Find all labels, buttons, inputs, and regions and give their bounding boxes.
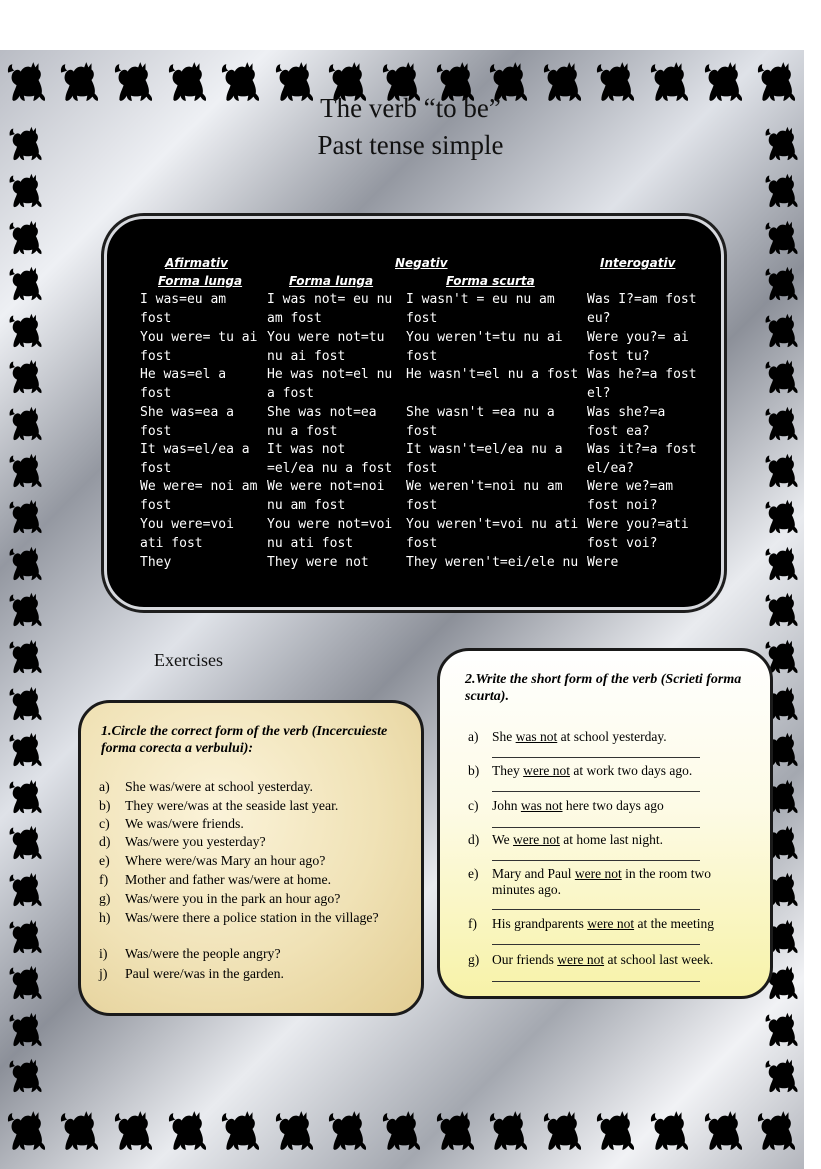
- cat-border-bottom: [0, 1107, 804, 1163]
- cat-decoration-icon: [8, 636, 48, 676]
- answer-line[interactable]: [492, 757, 700, 758]
- cat-decoration-icon: [113, 1107, 155, 1163]
- sentence-start: His grandparents: [492, 916, 588, 931]
- sentence-start: John: [492, 798, 521, 813]
- underlined-verb: were not: [557, 952, 605, 967]
- table-cell: They weren't=ei/ele nu: [406, 555, 579, 570]
- underlined-verb: was not: [520, 798, 563, 813]
- sentence-start: She: [492, 729, 516, 744]
- underlined-verb: were not: [574, 866, 622, 881]
- table-cell: They were not: [267, 555, 369, 570]
- table-cell: We were not=noi nu am fost: [267, 479, 385, 513]
- answer-line[interactable]: [492, 860, 700, 861]
- item-text: [492, 729, 742, 745]
- item-text: Mother and father was/were at home.: [125, 872, 332, 887]
- underlined-verb: were not: [523, 763, 570, 778]
- exercise-1-title: 1.Circle the correct form of the verb (Incercuieste forma corecta a verbului):: [101, 724, 388, 756]
- item-label: h): [99, 910, 111, 925]
- cat-decoration-icon: [764, 170, 804, 210]
- item-text: [492, 832, 742, 848]
- cat-decoration-icon: [8, 916, 48, 956]
- table-cell: It was not =el/ea nu a fost: [267, 442, 393, 476]
- item-label: f): [468, 916, 477, 931]
- cat-decoration-icon: [381, 1107, 423, 1163]
- cat-decoration-icon: [764, 403, 804, 443]
- cat-decoration-icon: [703, 1107, 745, 1163]
- cat-decoration-icon: [8, 1055, 48, 1095]
- item-label: e): [468, 866, 479, 881]
- cat-decoration-icon: [435, 1107, 477, 1163]
- cat-decoration-icon: [8, 822, 48, 862]
- table-cell: They: [140, 555, 172, 570]
- sentence-end: at the meeting: [634, 916, 714, 931]
- table-cell: Were you?=ati fost voi?: [587, 517, 689, 551]
- cat-decoration-icon: [764, 263, 804, 303]
- page-title: The verb “to be”: [320, 93, 501, 123]
- table-cell: I was=eu am fost: [140, 292, 227, 326]
- item-text: Was/were you in the park an hour ago?: [125, 891, 341, 906]
- table-cell: Were we?=am fost noi?: [587, 479, 674, 513]
- cat-decoration-icon: [8, 589, 48, 629]
- sentence-end: at school last week.: [604, 952, 714, 967]
- cat-decoration-icon: [8, 962, 48, 1002]
- cat-decoration-icon: [327, 1107, 369, 1163]
- answer-line[interactable]: [492, 944, 700, 945]
- item-label: b): [99, 798, 111, 813]
- table-cell: Were: [587, 555, 619, 570]
- header-forma-lunga-afirmativ: Forma lunga: [158, 274, 243, 288]
- cat-border-left: [8, 120, 48, 1099]
- table-cell: She wasn't =ea nu a fost: [406, 405, 555, 439]
- item-text: Where were/was Mary an hour ago?: [125, 853, 326, 868]
- cat-decoration-icon: [8, 496, 48, 536]
- underlined-verb: were not: [513, 832, 560, 847]
- item-text: Paul were/was in the garden.: [125, 966, 284, 981]
- table-cell: She was not=ea nu a fost: [267, 405, 377, 439]
- cat-decoration-icon: [595, 1107, 637, 1163]
- cat-decoration-icon: [59, 1107, 101, 1163]
- item-text: Was/were you yesterday?: [125, 834, 266, 849]
- table-cell: I wasn't = eu nu am fost: [406, 292, 555, 326]
- sentence-start: We: [492, 832, 514, 847]
- cat-decoration-icon: [6, 1107, 48, 1163]
- cat-decoration-icon: [488, 1107, 530, 1163]
- cat-decoration-icon: [764, 1009, 804, 1049]
- table-cell: It was=el/ea a fost: [140, 442, 250, 476]
- table-cell: We were= noi am fost: [140, 479, 258, 513]
- table-cell: He wasn't=el nu a fost: [406, 367, 579, 382]
- cat-decoration-icon: [764, 310, 804, 350]
- table-cell: Were you?= ai fost tu?: [587, 330, 689, 364]
- table-cell: You weren't=tu nu ai fost: [406, 330, 563, 364]
- cat-decoration-icon: [764, 356, 804, 396]
- item-label: j): [99, 966, 108, 981]
- cat-decoration-icon: [764, 1055, 804, 1095]
- cat-decoration-icon: [764, 589, 804, 629]
- item-label: i): [99, 946, 108, 961]
- table-cell: You weren't=voi nu ati fost: [406, 517, 579, 551]
- cat-decoration-icon: [8, 356, 48, 396]
- item-label: d): [468, 832, 480, 847]
- header-afirmativ: Afirmativ: [165, 256, 228, 270]
- item-label: e): [99, 853, 110, 868]
- underlined-verb: were not: [587, 916, 635, 931]
- exercise-2-title: 2.Write the short form of the verb (Scrieti forma scurta).: [465, 672, 742, 704]
- cat-decoration-icon: [8, 217, 48, 257]
- cat-decoration-icon: [764, 543, 804, 583]
- exercises-heading: Exercises: [154, 650, 223, 670]
- cat-decoration-icon: [8, 543, 48, 583]
- table-cell: She was=ea a fost: [140, 405, 234, 439]
- item-label: g): [468, 952, 480, 967]
- table-cell: He was not=el nu a fost: [267, 367, 393, 401]
- item-label: a): [99, 779, 110, 794]
- cat-decoration-icon: [8, 450, 48, 490]
- item-text: [492, 798, 742, 814]
- table-cell: Was he?=a fost el?: [587, 367, 697, 401]
- item-text: [492, 763, 742, 779]
- sentence-end: at work two days ago.: [569, 763, 693, 778]
- cat-decoration-icon: [274, 1107, 316, 1163]
- item-text: Was/were the people angry?: [125, 946, 281, 961]
- table-cell: We weren't=noi nu am fost: [406, 479, 563, 513]
- item-label: c): [99, 816, 110, 831]
- header-negativ: Negativ: [395, 256, 448, 270]
- item-label: b): [468, 763, 480, 778]
- sentence-end: at home last night.: [559, 832, 663, 847]
- item-text: [492, 866, 742, 898]
- header-forma-lunga-negativ: Forma lunga: [289, 274, 374, 288]
- item-text: [492, 916, 742, 932]
- cat-decoration-icon: [764, 496, 804, 536]
- item-text: Was/were there a police station in the village?: [125, 910, 379, 925]
- table-cell: You were not=voi nu ati fost: [267, 517, 393, 551]
- sentence-start: They: [492, 763, 524, 778]
- exercise-1-box: [78, 700, 424, 1016]
- cat-decoration-icon: [542, 1107, 584, 1163]
- item-label: f): [99, 872, 109, 887]
- item-label: d): [99, 834, 111, 849]
- item-label: g): [99, 891, 111, 906]
- cat-decoration-icon: [8, 403, 48, 443]
- exercise-2-box: [437, 648, 773, 999]
- sentence-end: in the room two minutes ago.: [492, 866, 711, 897]
- table-cell: Was she?=a fost ea?: [587, 405, 666, 439]
- page-subtitle: Past tense simple: [317, 130, 504, 160]
- item-label: a): [468, 729, 479, 744]
- header-forma-scurta: Forma scurta: [446, 274, 535, 288]
- sentence-start: Mary and Paul: [492, 866, 575, 881]
- cat-decoration-icon: [167, 1107, 209, 1163]
- cat-decoration-icon: [764, 217, 804, 257]
- table-cell: You were= tu ai fost: [140, 330, 258, 364]
- cat-decoration-icon: [649, 1107, 691, 1163]
- item-text: She was/were at school yesterday.: [125, 779, 313, 794]
- cat-decoration-icon: [8, 869, 48, 909]
- item-label: c): [468, 798, 479, 813]
- table-cell: You were=voi ati fost: [140, 517, 234, 551]
- cat-decoration-icon: [8, 729, 48, 769]
- answer-line[interactable]: [492, 827, 700, 828]
- table-cell: It wasn't=el/ea nu a fost: [406, 442, 563, 476]
- cat-decoration-icon: [756, 1107, 798, 1163]
- cat-decoration-icon: [8, 683, 48, 723]
- answer-line[interactable]: [492, 981, 700, 982]
- item-text: They were/was at the seaside last year.: [125, 798, 339, 813]
- table-cell: He was=el a fost: [140, 367, 227, 401]
- answer-line[interactable]: [492, 791, 700, 792]
- cat-decoration-icon: [220, 1107, 262, 1163]
- table-cell: Was I?=am fost eu?: [587, 292, 697, 326]
- answer-line[interactable]: [492, 909, 700, 910]
- cat-decoration-icon: [764, 450, 804, 490]
- sentence-end: at school yesterday.: [557, 729, 667, 744]
- cat-decoration-icon: [8, 310, 48, 350]
- sentence-start: Our friends: [492, 952, 558, 967]
- sentence-end: here two days ago: [562, 798, 664, 813]
- cat-decoration-icon: [8, 1009, 48, 1049]
- item-text: We was/were friends.: [125, 816, 244, 831]
- table-cell: I was not= eu nu am fost: [267, 292, 393, 326]
- underlined-verb: was not: [515, 729, 558, 744]
- cat-decoration-icon: [8, 170, 48, 210]
- table-cell: Was it?=a fost el/ea?: [587, 442, 697, 476]
- cat-decoration-icon: [8, 263, 48, 303]
- header-interogativ: Interogativ: [600, 256, 676, 270]
- item-text: [492, 952, 742, 968]
- cat-decoration-icon: [8, 776, 48, 816]
- table-cell: You were not=tu nu ai fost: [267, 330, 385, 364]
- verb-table: [104, 216, 724, 610]
